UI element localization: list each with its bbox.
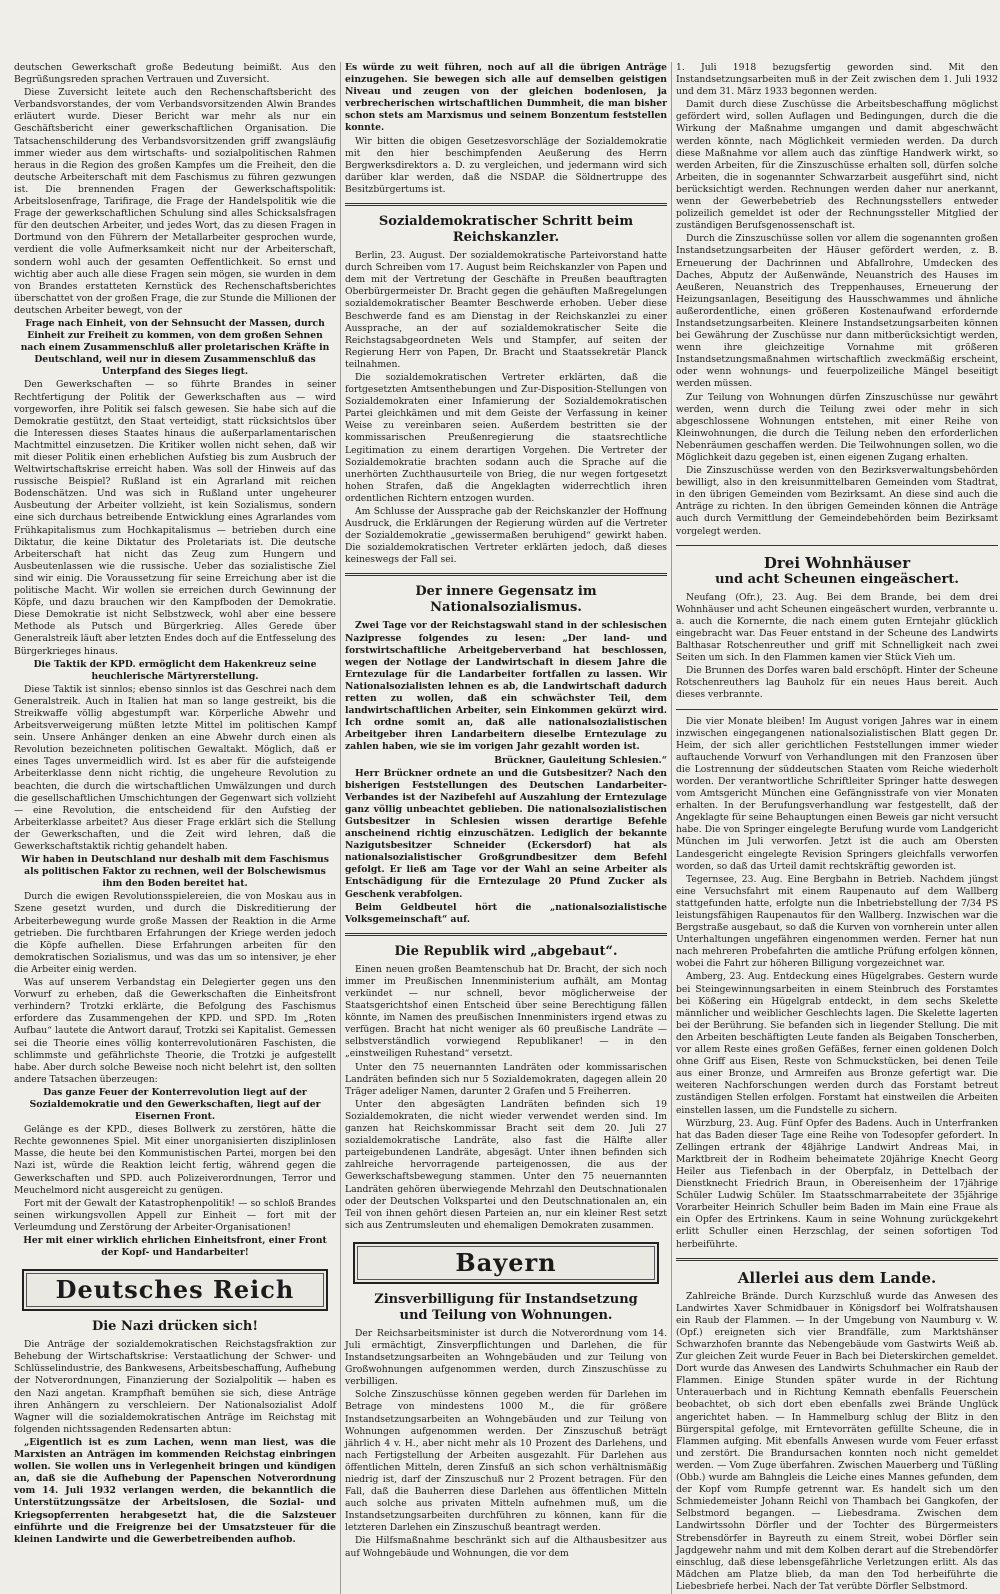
subheading: Die Taktik der KPD. ermöglicht dem Hakenkreuz seine heuchlerische Märtyrerstellung.: [33, 658, 317, 682]
article-headline: Sozialdemokratischer Schritt beim Reichskanzler.: [378, 214, 634, 246]
article-paragraph: 1. Juli 1918 bezugsfertig geworden sind. Mit den Instandsetzungsarbeiten muß in der Zeit zwischen dem 1. Juli 1932 und dem 31. März 1933 begonnen werden.: [676, 62, 998, 98]
article-paragraph: Durch die ewigen Revolutionsspielereien, die von Moskau aus in Szene gesetzt wurden, und durch die Diskreditierung der Arbeiterbewegung wurde große Massen der Reaktion in die Arme getrieben. Die furchtbaren Erfahrungen der Kriege werden jedoch die Köpfe aufhellen. Diese Erfahrungen arbeiten für den demokratischen Sozialismus, und was das um so intensiver, je eher die Arbeiter einig werden.: [14, 891, 336, 975]
highlight-paragraph: Frage nach Einheit, von der Sehnsucht der Massen, durch Einheit zur Freiheit zu kommen, von dem großen Sehnen nach einem Zusammenschluß aller proletarischen Kräfte in Deutschland, weil nur in diesem Zusammenschluß das Unterpfand des Sieges liegt.: [20, 317, 330, 378]
article-headline-line2: und Teilung von Wohnungen.: [399, 1307, 613, 1323]
article-paragraph: Durch die Zinszuschüsse sollen vor allem die sogenannten großen Instandsetzungsarbeiten der Häuser gefördert werden, z. B. Erneuerung der Dachrinnen und Abfallrohre, Umdecken des Daches, Abputz der Außenwände, Neuanstrich des Hauses im Aeußeren, Neuanstrich des Treppenhauses, Erneuerung der Heizungsanlagen, Beseitigung des Hausschwammes und ähnliche außerordentliche, einen größeren Kostenaufwand erfordernde Instandsetzungsarbeiten. Kleinere Instandsetzungsarbeiten können bei Gewährung der Zuschüsse nur dann mitberücksichtigt werden, wenn ihre gleichzeitige Vornahme mit größeren Instandsetzungsmaßnahmen wirtschaftlich zweckmäßig erscheint, oder wenn wohnungs- und feuerpolizeiliche Mängel beseitigt werden müssen.: [676, 233, 998, 390]
article-paragraph: Würzburg, 23. Aug. Fünf Opfer des Badens. Auch in Unterfranken hat das Baden dieser Tage eine Reihe von Todesopfer gefordert. In Zellingen ertrank der 48jährige Landwirt Andreas Mai, in Marktbreit der in Rodheim beheimatete 20jährige Knecht Georg Heiler aus Tiefenbach in der Oberpfalz, in Dettelbach der Dienstknecht Friedrich Braun, in Obereisenheim der 17jährige Schüler Ludwig Schüler. Im Staatsschmarrabeitete der 35jährige Vorarbeiter Heinrich Schuller beim Baden im Main eine Fraue als ein Opfer des Ertrinkens. Kaum in seine Wohnung zurückgekehrt erlitt Schuller einen Herzschlag, der seinen sofortigen Tod herbeiführte.: [676, 1117, 998, 1250]
article-paragraph: Solche Zinszuschüsse können gegeben werden für Darlehen im Betrage von mindestens 1000 M., die für größere Instandsetzungsarbeiten an Wohngebäuden und zur Teilung von Wohnungen aufgenommen werden. Der Zinszuschuß beträgt jährlich 4 v. H., aber nicht mehr als 10 Prozent des Darlehens, und nach Fertigstellung der Arbeiten ausgezahlt. Für Darlehen aus öffentlichen Mitteln, deren Zinsfuß an sich schon verhältnismäßig niedrig ist, darf der Zinszuschuß nur 2 Prozent betragen. Für den Fall, daß die Bauherren diese Darlehen aus öffentlichen Mitteln auch solche aus privaten Mitteln aufnehmen muß, um die Instandsetzungsarbeiten durchführen zu können, kann für die letzteren Darlehen ein Zinszuschuß beantragt werden.: [345, 1389, 667, 1534]
article-headline: Die Nazi drücken sich!: [91, 1319, 259, 1335]
section-divider: [676, 1258, 998, 1261]
closing-slogan: Her mit einer wirklich ehrlichen Einheitsfront, einer Front der Kopf- und Handarbeiter!: [23, 1235, 327, 1259]
article-paragraph: Damit durch diese Zuschüsse die Arbeitsbeschaffung möglichst gefördert wird, sollen Auflagen und Bedingungen, durch die die Wirkung der Maßnahme umgangen und damit abgeschwächt werden könnte, nach Möglichkeit vermieden werden. Da durch diese Maßnahme vor allem auch das zünftige Handwerk wirkt, so werden Arbeiten, für die Zinszuschüsse erhalten soll, dürfen solche Arbeiten, die in sogenannter Schwarzarbeit ausgeführt sind, nicht berücksichtigt werden. Rechnungen werden daher nur anerkannt, wenn der Gewerbebetrieb des Rechnungsstellers entweder polizeilich gemeldet ist oder der Rechnungssteller Mitglied der zuständigen Berufsgenossenschaft ist.: [676, 99, 998, 232]
article-paragraph: Diese Zuversicht leitete auch den Rechenschaftsbericht des Verbandsvorstandes, der vom Verbandsvorsitzenden Alwin Brandes erläutert wurde. Dieser Bericht war mehr als nur ein Geschäftsbericht einer gewerkschaftlichen Organisation. Die Tatsachenschilderung des Verbandsvorsitzenden griff zwangsläufig immer wieder aus dem wirtschafts- und sozialpolitischen Rahmen heraus in die Region des großen Kampfes um die Freiheit, den die deutsche Arbeiterschaft mit dem Faschismus zu führen gezwungen ist. Die brennenden Fragen der Gewerkschaftspolitik: Arbeitslosenfrage, Tarifirage, die Frage der Handelspolitik wie die Frage der gewerkschaftlichen Schulung sind alles Schicksalsfragen für den deutschen Arbeiter, und jedes Wort, das zu diesen Fragen in Dortmund von den Führern der Metallarbeiter gesprochen wurde, verdient die volle Aufmerksamkeit nicht nur der Arbeiterschaft, sondern wohl auch der gesamten Oeffentlichkeit. So ernst und wichtig aber auch alle diese Fragen sein mögen, sie wurden in dem von Brandes erstatteten Kernstück des Rechenschaftsberichtes überschattet von der großen Frage, die zur Stunde die Millionen der deutschen Arbeiter bewegt, von der: [14, 87, 336, 316]
article-paragraph: Amberg, 23. Aug. Entdeckung eines Hügelgrabes. Gestern wurde bei Steingewinnungsarbeiten in einem Steinbruch des Forstamtes bei Kößering ein Hügelgrab entdeckt, in dem sechs Skelette männlicher und weiblicher Geschlechts lagen. Die Skelette lagerten bei der Berührung. Sie befanden sich in liegender Stellung. Die mit den Arbeiten beschäftigten Leute fanden als Beigaben Tonscherben, vor allem Reste eines großen Gefäßes, ferner einen goldenen Dolch ohne Griff aus Eisen, Reste von Schmuckstücken, bei denen Teile aus einer Bronze, und Armreifen aus Bronze gefertigt war. Die weiteren Nachforschungen werden durch das Forstamt betreut zuständigen Stellen erfolgen. Forstamt hat einstweilen die Arbeiten einstellen lassen, um die Fundstelle zu sichern.: [676, 971, 998, 1116]
article-headline-line2: und acht Scheunen eingeäschert.: [715, 571, 959, 587]
article-headline: Drei Wohnhäuser: [763, 553, 911, 572]
article-paragraph: Neufang (Ofr.), 23. Aug. Bei dem Brande, bei dem drei Wohnhäuser und acht Scheunen eingeäschert wurden, verbrannte u. a. auch die Kornernte, die nach einem guten Erntejahr glücklich eingebracht war. Das Feuer entstand in der Scheune des Landwirts Balthasar Rotschenreuther und griff mit Schnelligkeit nach zwei Seiten um sich. In den Flammen kamen vier Stück Vieh um.: [676, 591, 998, 664]
article-paragraph: Unter den 75 neuernannten Landräten oder kommissarischen Landräten befinden sich nur 5 Sozialdemokraten, dagegen allein 20 Träger adeliger Namen, darunter 2 Grafen und 5 Freiherren.: [345, 1061, 667, 1097]
section-banner-bayern: Bayern: [353, 1242, 659, 1284]
article-paragraph: Den Gewerkschaften — so führte Brandes in seiner Rechtfertigung der Politik der Gewerkschaften aus — wird vorgeworfen, ihre Politik sei falsch gewesen. Sie habe sich auf die Demokratie gestützt, den Staat verteidigt, statt rücksichtslos über die Interessen dieses Staates hinaus die außerparlamentarischen Machtmittel einzusetzen. Die Kritiker wollen nicht sehen, daß wir mit dieser Politik einen erheblichen Aufstieg bis zum Ausbruch der Weltwirtschaftskrise erreicht haben. Was soll der Hinweis auf das russische Beispiel? Rußland ist ein Agrarland mit reichen Bodenschätzen. Und was sich in Rußland unter ungeheurer Ausbeutung der Arbeiter vollzieht, ist kein Sozialismus, sondern eine sich durchaus betreibende Entwicklung eines Agrarlandes vom Frühkapitalismus zum Hochkapitalismus — betrieben durch eine Diktatur, die keine Diktatur des Proletariats ist. Die deutsche Arbeiterschaft hat nicht das Zeug zum Hungern und Ausbeutenlassen wie die russische. Ueber das sozialistische Ziel sind wir einig. Die Voraussetzung für seine Erreichung aber ist die politische Macht. Wir wollen sie erreichen durch Gewinnung der Köpfe, und dazu brauchen wir den Kampfboden der Demokratie. Diese Demokratie ist nicht Selbstzweck, wohl aber eine bessere Methode als Putsch und Bürgerkrieg. Alles Gerede über Generalstreik läuft aber letzten Endes doch auf die Entfesselung des Bürgerkrieges hinaus.: [14, 379, 336, 657]
article-paragraph: Die vier Monate bleiben! Im August vorigen Jahres war in einem inzwischen eingegangenen nationalsozialistischen Blatt gegen Dr. Heim, der sich aller gerichtlichen Feststellungen immer wieder auftauchende Vorwurf von Verhandlungen mit den Franzosen über die Lostrennung der süddeutschen Staaten vom Reiche wiederholt worden. Der verantwortliche Schriftleiter Springer hatte deswegen vom Amtsgericht München eine Gefängnisstrafe von vier Monaten erhalten. In der Berufungsverhandlung war festgestellt, daß der Angeklagte für seine Behauptungen einen Beweis gar nicht versucht habe. Die von Springer eingelegte Berufung wurde vom Landgericht München im Juli verworfen. Jetzt ist die auch am Obersten Landesgericht eingelegte Revision Springers gleichfalls verworfen worden, so daß das Urteil damit rechtskräftig geworden ist.: [676, 715, 998, 872]
article-paragraph: Wir bitten die obigen Gesetzesvorschläge der Sozialdemokratie mit den hier beschimpfenden Aeußerung des Herrn Bergwerksdirektors a. D. zu vergleichen, und jedermann wird sich darüber klar werden, daß die NSDAP. die Söldnertruppe des Besitzbürgertums ist.: [345, 135, 667, 195]
signature: Brückner, Gauleitung Schlesien.“: [494, 754, 667, 766]
section-divider: [676, 709, 998, 710]
column-middle: [345, 62, 667, 1594]
highlight-paragraph: Das ganze Feuer der Konterrevolution liegt auf der Sozialdemokratie und den Gewerkschaften, liegt auf der Eisernen Front.: [29, 1086, 321, 1123]
article-paragraph: Am Schlusse der Aussprache gab der Reichskanzler der Hoffnung Ausdruck, die Erklärungen der Regierung würden auf die Vertreter der Sozialdemokratie „gewissermaßen beruhigend“ gewirkt haben. Die sozialdemokratischen Vertreter erklärten jedoch, daß dieses keineswegs der Fall sei.: [345, 506, 667, 566]
article-paragraph: Die Anträge der sozialdemokratischen Reichstagsfraktion zur Behebung der Wirtschaftskrise: Verstaatlichung der Schwer- und Schlüsselindustrie, des Bankwesens, Arbeitsbeschaffung, Aufhebung der Notverordnungen, Finanzierung der Sozialpolitik — haben es den Nazi angetan. Krampfhaft bemühen sie sich, diese Anträge ihren Anhängern zu verschleiern. Der Nationalsozialist Adolf Wagner will die sozialdemokratischen Anträge im Reichstag mit folgenden nichtssagenden Redensarten abtun:: [14, 1339, 336, 1435]
article-headline: Der innere Gegensatz im Nationalsozialismus.: [415, 584, 597, 616]
article-paragraph: Herr Brückner ordnete an und die Gutsbesitzer? Nach den bisherigen Feststellungen des Deutschen Landarbeiter-Verbandes ist der Nazibefehl auf Auszahlung der Erntezulage ganz völlig unbeachtet geblieben. Die nationalsozialistischen Gutsbesitzer in Schlesien wissen derartige Befehle anscheinend richtig einzuschätzen. Lediglich der bekannte Nazigutsbesitzer Schneider (Eckersdorf) hat als nationalsozialistischer Großgrundbesitzer dem Befehl gefolgt. Er ließ am Tage vor der Wahl an seine Arbeiter als Entschädigung für die Erntezulage 20 Pfund Zucker als Geschenk verabfolgen.: [345, 767, 667, 900]
article-headline: Zinsverbilligung für Instandsetzung: [374, 1291, 638, 1307]
newspaper-columns: [14, 62, 998, 1592]
article-paragraph: Es würde zu weit führen, noch auf all die übrigen Anträge einzugehen. Sie bewegen sich alle auf demselben geistigen Niveau und zeugen von der gleichen bodenlosen, ja verbrecherischen wirtschaftlichen Dummheit, die man bisher schon stets am Marxismus und seinem Bonzentum feststellen konnte.: [345, 62, 667, 134]
article-paragraph: Zwei Tage vor der Reichstagswahl stand in der schlesischen Nazipresse folgendes zu lesen: „Der land- und forstwirtschaftliche Arbeitgeberverband hat beschlossen, wegen der Notlage der Landwirtschaft in diesem Jahre die Erntezulage für die Landarbeiter fortfallen zu lassen. Wir Nationalsozialisten lehnen es ab, die Landwirtschaft dadurch retten zu wollen, daß ein schwächster Teil, dem landwirtschaftlichen Arbeiter, sein Einkommen gekürzt wird. Ich ordne somit an, daß alle nationalsozialistischen Arbeitgeber ihren Landarbeitern dieselbe Erntezulage zu zahlen haben, wie sie im vorigen Jahr gezahlt worden ist.: [345, 620, 667, 753]
article-paragraph: Die sozialdemokratischen Vertreter erklärten, daß die fortgesetzten Amtsenthebungen und Zur-Disposition-Stellungen von Sozialdemokraten einer Infamierung der Sozialdemokratischen Partei gleichkämen und mit dem Geiste der Verfassung in keiner Weise zu vereinbaren seien. Außerdem bestritten sie der kommissarischen Preußenregierung die staatsrechtliche Legitimation zu einem derartigen Vorgehen. Die Vertreter der Sozialdemokratie brachten sodann auch die Sprache auf die unerhörten Zuchthausurteile von Brieg, die nur wegen fortgesetzt hohen Strafen, daß die Angeklagten widerrechtlich ihren ordentlichen Richtern entzogen wurden.: [345, 371, 667, 504]
section-banner-deutsches-reich: Deutsches Reich: [22, 1269, 328, 1311]
article-paragraph: Was auf unserem Verbandstag ein Delegierter gegen uns den Vorwurf zu erheben, daß die Gewerkschaften die Einheitsfront verhindern? Trotzki erklärte, die Befolgung des Faschismus erfordere das Zusammengehen der KPD. und SPD. Im „Roten Aufbau“ lautete die Antwort darauf, Trotzki sei Kapitalist. Gemessen sei die Theorie eines völlig konterrevolutionären Faschisten, die schlimmste und gefährlichste Theorie, die Trotzki je aufgestellt habe. Aber durch solche Beweise noch nicht belehrt ist, den sollten andere Tatsachen überzeugen:: [14, 977, 336, 1085]
column-left: [14, 62, 336, 1594]
article-headline: Die Republik wird „abgebaut“.: [394, 943, 618, 959]
article-paragraph: Fort mit der Gewalt der Katastrophenpolitik! — so schloß Brandes seinen wirkungsvollen Appell zur Einheit — fort mit der Verleumdung und Zerstörung der Arbeiter-Organisationen!: [14, 1197, 336, 1233]
article-paragraph: Beim Geldbeutel hört die „nationalsozialistische Volksgemeinschaft“ auf.: [345, 901, 667, 925]
article-paragraph: Berlin, 23. August. Der sozialdemokratische Parteivorstand hatte durch Schreiben vom 17. August beim Reichskanzler von Papen und dem mit der Vertretung der Geschäfte in Preußen beauftragten Oberbürgermeister Dr. Bracht gegen die gehäuften Maßregelungen sozialdemokratischer Beamter Beschwerde erhoben. Ueber diese Beschwerde fand es am Dienstag in der Reichskanzlei zu einer Aussprache, an der auf sozialdemokratischer Seite die Reichstagsabgeordneten Wels und Stampfer, auf seiten der Regierung Herr von Papen, Dr. Bracht und Staatssekretär Planck teilnahmen.: [345, 250, 667, 370]
section-divider: [345, 573, 667, 576]
article-paragraph: Der Reichsarbeitsminister ist durch die Notverordnung vom 14. Juli ermächtigt, Zinsverpflichtungen und Darlehen, die für Instandsetzungsarbeiten an Wohngebäuden und zur Teilung von Großwohnungen aufgenommen werden, durch Zinszuschüsse zu verbilligen.: [345, 1327, 667, 1388]
article-paragraph: Zahlreiche Brände. Durch Kurzschluß wurde das Anwesen des Landwirtes Xaver Schmidbauer in Königsdorf bei Wolfratshausen ein Raub der Flammen. — In der Umgebung von Naumburg v. W. (Opf.) ereigneten sich vier Brandfälle, zum Marktshänser Schwarzhofen brannte das Nebengebäude vom Gastwirts Weiß ab. Zur gleichen Zeit wurde Feuer in Bach bei Dieterskirchen gemeldet. Dort wurde das Anwesen des Landwirts Schuhmacher ein Raub der Flammen. Einige Stunden später wurde in der Richtung Unterauerbach und in Richtung Kemnath ebenfalls Feuerschein beobachtet, ob sich dort eben ebenfalls zwei Brände Unglück angerichtet haben. — In Hammelburg schlug der Blitz in den Bürgerspital gefolge, mit Erntevorräten gefüllte Scheune, die in Flammen aufging. Mit ebenfalls Anwesen wurde vom Feuer erfasst und zerstört. Die Brandursachen konnten noch nicht gemeldet werden. — Vom Zuge überfahren. Zwischen Mauerberg und Tüßling (Obb.) wurde am Bahngleis die Leiche eines Mannes gefunden, dem der Kopf vom Rumpfe getrennt war. Es handelt sich um den Schmiedemeister Johann Reichl von Thambach bei Gangkofen, der Selbstmord begangen. — Liebesdrama. Zwischen dem Landwirtssohn Dörfler und der Tochter des Bürgermeisters Strebensdörfer in Bayreuth zu einem Streit, wobei Dörfler sein Jagdgewehr nahm und mit dem Kolben derart auf die Strebendörfer einschlug, daß diese lebensgefährliche Verletzungen erlitt. Als das Mädchen am Platze blieb, da man den Tod herbeiführte die Liebesbriefe herbei. Nach der Tat verübte Dörfler Selbstmord.: [676, 1290, 998, 1592]
highlight-paragraph: Wir haben in Deutschland nur deshalb mit dem Faschismus als politischen Faktor zu rechnen, weil der Bolschewismus ihm den Boden bereitet hat.: [21, 854, 329, 890]
article-paragraph: Die Brunnen des Dorfes waren bald erschöpft. Hinter der Scheune Rotschenreuthers lag Bauholz für ein neues Haus bereit. Auch dieses verbrannte.: [676, 665, 998, 701]
article-paragraph: deutschen Gewerkschaft große Bedeutung beimißt. Aus den Begrüßungsreden sprachen Vertrauen und Zuversicht.: [14, 62, 336, 86]
section-divider: [676, 545, 998, 546]
article-paragraph: Die Zinszuschüsse werden von den Bezirksverwaltungsbehörden bewilligt, also in den kreisunmittelbaren Gemeinden vom Stadtrat, in den übrigen Gemeinden vom Bezirksamt. An diese sind auch die Anträge zu richten. In den übrigen Gemeinden können die Anträge auch durch Vermittlung der Gemeindebehörden beim Bezirksamt vorgelegt werden.: [676, 465, 998, 537]
article-paragraph: Die Hilfsmaßnahme beschränkt sich auf die Althausbesitzer aus auf Wohngebäude und Wohnungen, die vor dem: [345, 1535, 667, 1559]
article-paragraph: Einen neuen großen Beamtenschub hat Dr. Bracht, der sich noch immer im Preußischen Innenministerium aufhält, am Montag verkündet — nur schnell, bevor möglicherweise der Staatsgerichtshof einen Entscheid über seine Berechtigung fällen könnte, im Namen des preußischen Innenministers irgend etwas zu verfügen. Bracht hat nicht weniger als 60 preußische Landräte — selbstverständlich vorwiegend Republikaner! — in den „einstweiligen Ruhestand“ versetzt.: [345, 963, 667, 1060]
column-right: [676, 62, 998, 1594]
section-divider: [345, 933, 667, 936]
article-paragraph: Gelänge es der KPD., dieses Bollwerk zu zerstören, hätte die Rechte gewonnenes Spiel. Mit einer unorganisierten disziplinlosen Masse, die heute bei den Kommunistischen Partei, morgen bei den Nazi ist, würde die Reaktion leicht fertig, während gegen die Gewerkschaften und SPD. auch Polizeiverordnungen, Terror und Meuchelmord nicht ausgereicht zu genügen.: [14, 1124, 336, 1196]
article-headline: Allerlei aus dem Lande.: [737, 1268, 937, 1287]
quoted-paragraph: „Eigentlich ist es zum Lachen, wenn man liest, was die Marxisten an Anträgen im kommenden Reichstag einbringen wollen. Sie wollen uns in Verlegenheit bringen und kündigen an, daß sie die Aufhebung der Papenschen Notverordnung vom 14. Juli 1932 verlangen werden, die bekanntlich die Unterstützungssätze der Arbeitslosen, die Sozial- und Kriegsopferrenten herabgesetzt hat, die die Salzsteuer einführte und die Freigrenze bei der Umsatzsteuer für die kleinen Landwirte und die Gewerbetreibenden aufhob.: [14, 1436, 336, 1545]
article-paragraph: Unter den abgesägten Landräten befinden sich 19 Sozialdemokraten, die nicht wieder verwendet werden sind. Im ganzen hat Reichskommissar Bracht seit dem 20. Juli 27 sozialdemokratische Landräte, also fast die Hälfte aller parteigebundenen Landräte, abgesägt. Unter ihnen befinden sich zahlreiche hervorragende parteigenossen, die aus der Gewerkschaftsbewegung stammen. Unter den 75 neuernannten Landräten gehören überwiegende Mehrzahl den Deutschnationalen oder der Deutschen Volkspartei und den Deutschnationalen an, ein Teil von ihnen gehört diesen Parteien an, nur ein kleiner Rest setzt sich aus Zentrumsleuten und ehemaligen Demokraten zusammen.: [345, 1098, 667, 1231]
article-paragraph: Tegernsee, 23. Aug. Eine Bergbahn in Betrieb. Nachdem jüngst eine Versuchsfahrt mit einem Raupenauto auf dem Wallberg stattgefunden hatte, erfolgte nun die Inbetriebstellung der 7/34 PS leistungsfähigen Raupenautos für den Wallberg. Inzwischen war die Bergstraße ausgebaut, so daß die Kurven von vornherein unter allen Unterhaltungen ungefähren eingenommen werden. Ferner hat nun nach mehreren Probefahrten die amtliche Prüfung erfolgen können, wobei die Fahrt zur höheren Billigung vorgezeichnet war.: [676, 873, 998, 970]
article-paragraph: Zur Teilung von Wohnungen dürfen Zinszuschüsse nur gewährt werden, wenn durch die Teilung zwei oder mehr in sich abgeschlossene Wohnungen entstehen, mit einer Reihe von Kleinwohnungen, die durch die Teilung neben den erforderlichen Nebenräumen geschaffen werden. Die Teilwohnungen sollen, wo die Möglichkeit dazu gegeben ist, einen eigenen Zugang erhalten.: [676, 391, 998, 463]
article-paragraph: Diese Taktik ist sinnlos; ebenso sinnlos ist das Geschrei nach dem Generalstreik. Auch in Italien hat man so lange gestreikt, bis die Streikwaffe völlig abgestumpft war. Körperliche Abwehr und Arbeitsverweigerung müßten letzte Mittel im politischen Kampf sein. Unsere Anhänger denken an eine Abwehr durch einen als Revolution bezeichneten politischen Gewaltakt. Möglich, daß er eines Tages unvermeidlich wird. Ist es aber für die aufsteigende Arbeiterklasse denn nicht richtig, die ungeheure Revolution zu beachten, die durch die wirtschaftlichen Umwälzungen und durch die gesellschaftlichen Umschichtungen der Gegenwart sich vollzieht — eine Revolution, die entscheidend für den Aufstieg der Arbeiterklasse arbeitet? Aus dieser Frage erklärt sich die Stellung der Gewerkschaften, und die Zeit wird lehren, daß die Gewerkschaftstaktik richtig gehandelt haben.: [14, 683, 336, 852]
section-divider: [345, 203, 667, 206]
